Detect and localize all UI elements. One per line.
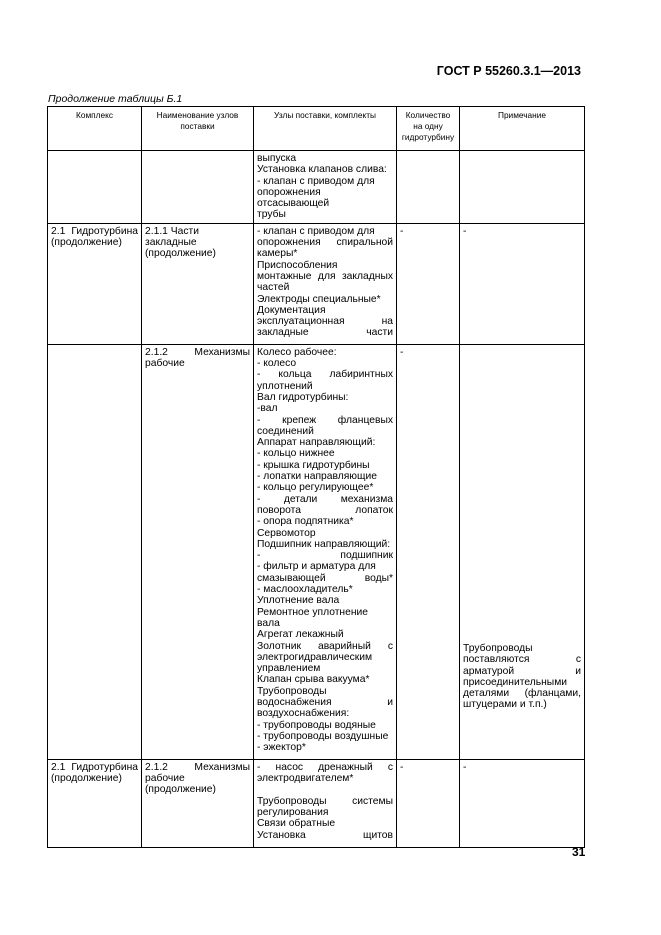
cell-items-line: Приспособления bbox=[257, 259, 338, 271]
cell-items-line: Установка щитов bbox=[257, 829, 393, 841]
cell-items-line: закладные части bbox=[257, 327, 393, 339]
document-code: ГОСТ Р 55260.3.1—2013 bbox=[436, 64, 581, 78]
cell-items-line: Агрегат лекажный bbox=[257, 629, 344, 641]
cell-items-line: эксплуатационная на bbox=[257, 316, 393, 328]
cell-items-line: - подшипник bbox=[257, 550, 393, 562]
cell-quantity: - bbox=[397, 759, 460, 847]
cell-node-name-line: 2.1.2 Механизмы bbox=[145, 761, 250, 773]
cell-items-line: - крепеж фланцевых bbox=[257, 414, 393, 426]
cell-items-line: соединений bbox=[257, 425, 314, 437]
cell-items-line: Аппарат направляющий: bbox=[257, 437, 376, 449]
cell-items-line: - кольцо нижнее bbox=[257, 448, 335, 460]
cell-items-line: Золотник аварийный с bbox=[257, 640, 393, 652]
cell-items-line: Связи обратные bbox=[257, 818, 336, 830]
cell-items-line: опорожнения отсасывающей bbox=[257, 186, 330, 210]
column-header-complex: Комплекс bbox=[48, 107, 142, 151]
cell-quantity bbox=[397, 151, 460, 224]
cell-node-name-line: (продолжение) bbox=[145, 784, 216, 796]
cell-items-line: Подшипник направляющий: bbox=[257, 538, 391, 550]
cell-items-line: водоснабжения и bbox=[257, 696, 393, 708]
cell-items-line: поворота лопаток bbox=[257, 504, 393, 516]
cell-node-name bbox=[142, 151, 254, 224]
cell-items-line: Трубопроводы системы bbox=[257, 795, 393, 807]
cell-node-name-line: (продолжение) bbox=[145, 248, 216, 260]
page-number: 31 bbox=[572, 845, 586, 859]
cell-node-name-line: рабочие bbox=[145, 773, 185, 785]
cell-node-name bbox=[142, 759, 254, 847]
table-header-row bbox=[48, 107, 585, 151]
cell-note bbox=[460, 759, 585, 847]
cell-items-line: камеры* bbox=[257, 248, 298, 260]
cell-note-line: поставляются с bbox=[463, 654, 581, 666]
cell-items-line: Клапан срыва вакуума* bbox=[257, 674, 370, 686]
cell-quantity: - bbox=[397, 344, 460, 759]
cell-note-line: - bbox=[463, 225, 467, 237]
specification-table bbox=[47, 106, 585, 848]
cell-note-line: Трубопроводы bbox=[463, 643, 533, 654]
cell-node-name-line: 2.1.2 Механизмы bbox=[145, 346, 250, 358]
cell-items-line: монтажные для закладных bbox=[257, 270, 393, 282]
cell-items-line: Сервомотор bbox=[257, 527, 316, 539]
cell-items-line: Документация bbox=[257, 304, 326, 316]
cell-items-line: Трубопроводы bbox=[257, 685, 327, 697]
cell-complex-line: 2.1 Гидротурбина bbox=[51, 225, 138, 237]
cell-node-name bbox=[142, 223, 254, 344]
cell-items-line: Электроды специальные* bbox=[257, 293, 381, 305]
cell-note bbox=[460, 151, 585, 224]
cell-items-line: - колесо bbox=[257, 358, 297, 370]
cell-note-line: арматурой и bbox=[463, 665, 581, 677]
cell-items-line: регулирования bbox=[257, 806, 329, 818]
cell-items-line: трубы bbox=[257, 209, 286, 221]
cell-complex bbox=[48, 759, 142, 847]
cell-quantity: - bbox=[397, 223, 460, 344]
cell-items-line: опорожнения спиральной bbox=[257, 237, 393, 249]
cell-note-line: - bbox=[463, 761, 467, 773]
cell-items-line: - маслоохладитель* bbox=[257, 584, 353, 596]
cell-items-line: Колесо рабочее: bbox=[257, 346, 337, 358]
cell-items-line: - трубопроводы водяные bbox=[257, 719, 376, 731]
cell-node-name bbox=[142, 344, 254, 759]
cell-items-line: уплотнений bbox=[257, 380, 313, 392]
cell-items-line: Уплотнение вала bbox=[257, 595, 340, 607]
column-header-node-name: Наименование узлов поставки bbox=[142, 107, 254, 151]
cell-complex-line: (продолжение) bbox=[51, 237, 122, 249]
cell-items-line: выпуска bbox=[257, 153, 297, 164]
cell-items-line: Ремонтное уплотнение вала bbox=[257, 606, 368, 629]
cell-items-line: электрогидравлическим bbox=[257, 651, 373, 663]
cell-note-line: присоединительными bbox=[463, 676, 568, 688]
cell-items bbox=[254, 223, 397, 344]
table-caption: Продолжение таблицы Б.1 bbox=[48, 93, 183, 105]
table-row bbox=[48, 151, 585, 224]
cell-items-line: - клапан с приводом для bbox=[257, 175, 375, 187]
cell-items bbox=[254, 344, 397, 759]
cell-complex-line: 2.1 Гидротурбина bbox=[51, 761, 138, 773]
cell-items-line: - детали механизма bbox=[257, 493, 393, 505]
column-header-note: Примечание bbox=[460, 107, 585, 151]
cell-items-line: -вал bbox=[257, 403, 278, 415]
cell-items-line: - эжектор* bbox=[257, 742, 306, 754]
cell-items-line: Вал гидротурбины: bbox=[257, 391, 349, 403]
cell-items-line: воздухоснабжения: bbox=[257, 708, 350, 720]
cell-items-line: - крышка гидротурбины bbox=[257, 459, 370, 471]
cell-node-name-line: рабочие bbox=[145, 358, 185, 370]
cell-note-line: штуцерами и т.п.) bbox=[463, 699, 547, 711]
cell-items-line: - опора подпятника* bbox=[257, 516, 354, 528]
column-header-quantity: Количество на одну гидротурбину bbox=[397, 107, 460, 151]
cell-items-line: - трубопроводы воздушные bbox=[257, 730, 389, 742]
cell-items-line: - кольцо регулирующее* bbox=[257, 482, 374, 494]
cell-items-line: - кольца лабиринтных bbox=[257, 369, 393, 381]
cell-note bbox=[460, 223, 585, 344]
table-row bbox=[48, 344, 585, 759]
cell-complex-line: (продолжение) bbox=[51, 773, 122, 785]
cell-items-line: управлением bbox=[257, 663, 321, 675]
cell-complex bbox=[48, 223, 142, 344]
table-row bbox=[48, 759, 585, 847]
cell-items bbox=[254, 151, 397, 224]
table-row bbox=[48, 223, 585, 344]
cell-items-line: смазывающей воды* bbox=[257, 572, 393, 584]
cell-items-line: - клапан с приводом для bbox=[257, 225, 375, 237]
cell-complex bbox=[48, 344, 142, 759]
cell-items-line: электродвигателем* bbox=[257, 773, 354, 785]
column-header-items: Узлы поставки, комплекты bbox=[254, 107, 397, 151]
cell-note-line: деталями (фланцами, bbox=[463, 688, 581, 700]
cell-items-line: - насос дренажный с bbox=[257, 761, 393, 773]
cell-items bbox=[254, 759, 397, 847]
cell-items-line: - фильтр и арматура для bbox=[257, 561, 376, 573]
cell-note bbox=[460, 344, 585, 759]
cell-items-line: - лопатки направляющие bbox=[257, 471, 377, 483]
cell-items-line: Установка клапанов слива: bbox=[257, 164, 387, 176]
cell-node-name-line: 2.1.1 Части закладные bbox=[145, 225, 199, 249]
cell-complex bbox=[48, 151, 142, 224]
cell-items-line bbox=[257, 784, 393, 795]
cell-items-line: частей bbox=[257, 282, 290, 294]
